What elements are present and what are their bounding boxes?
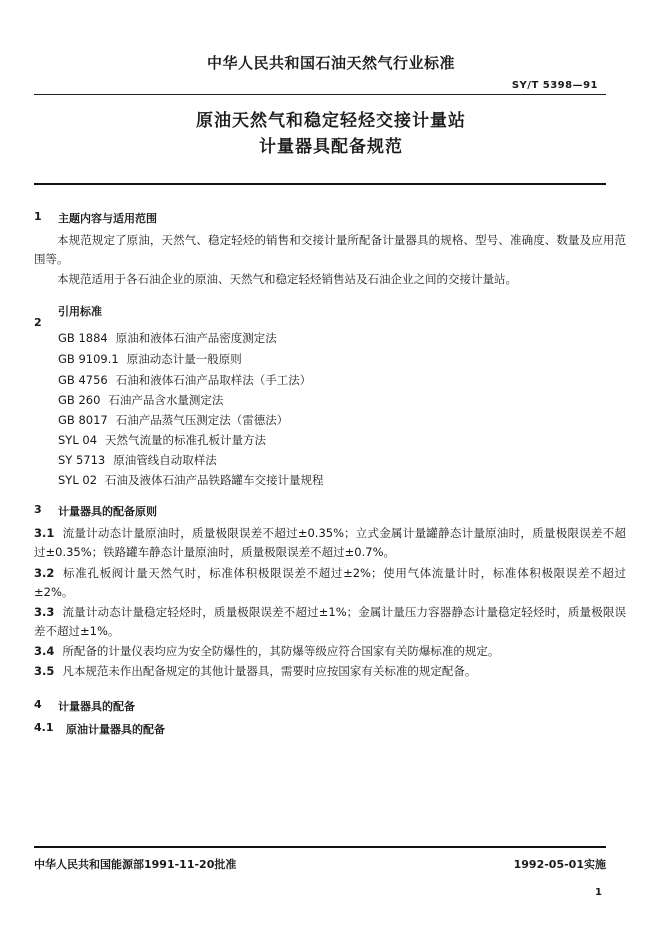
clause-number: 3.5 bbox=[34, 664, 55, 678]
page-number: 1 bbox=[595, 887, 602, 898]
clause-text: 凡本规范未作出配备规定的其他计量器具，需要时应按国家有关标准的规定配备。 bbox=[62, 664, 477, 678]
section-2-heading: 引用标准 bbox=[58, 305, 102, 318]
section-2-number: 2 bbox=[34, 316, 42, 329]
issuing-standard-body: 中华人民共和国石油天然气行业标准 bbox=[206, 54, 455, 72]
approval-statement: 中华人民共和国能源部1991-11-20批准 bbox=[34, 858, 237, 871]
section-1-paragraph-1: 本规范规定了原油，天然气、稳定轻烃的销售和交接计量所配备计量器具的规格、型号、准确度、数量及应用范围等。 bbox=[34, 233, 626, 266]
title-rule bbox=[34, 183, 606, 185]
clause-number: 3.3 bbox=[34, 605, 55, 619]
footer-rule bbox=[34, 846, 606, 848]
section-1-paragraph-2: 本规范适用于各石油企业的原油、天然气和稳定轻烃销售站及石油企业之间的交接计量站。 bbox=[57, 272, 517, 286]
reference-item bbox=[58, 452, 217, 468]
header-rule bbox=[34, 94, 606, 95]
standard-code: SY/T 5398—91 bbox=[511, 80, 598, 91]
clause-3-2 bbox=[34, 564, 626, 602]
reference-code: SY 5713 bbox=[58, 453, 106, 467]
reference-code: GB 1884 bbox=[58, 331, 108, 345]
reference-code: SYL 02 bbox=[58, 473, 98, 487]
clause-number: 3.2 bbox=[34, 566, 55, 580]
doc-title-line2: 计量器具配备规范 bbox=[259, 137, 403, 157]
reference-item bbox=[58, 412, 288, 428]
clause-3-1 bbox=[34, 524, 626, 562]
clause-number: 3.1 bbox=[34, 526, 55, 540]
reference-title: 石油产品含水量测定法 bbox=[108, 393, 224, 407]
reference-item bbox=[58, 432, 266, 448]
reference-item bbox=[58, 472, 324, 488]
reference-item bbox=[58, 392, 223, 408]
reference-title: 石油产品蒸气压测定法（雷德法） bbox=[115, 413, 289, 427]
reference-title: 天然气流量的标准孔板计量方法 bbox=[105, 433, 267, 447]
reference-code: GB 8017 bbox=[58, 413, 108, 427]
reference-title: 原油动态计量一般原则 bbox=[126, 352, 242, 366]
section-4-1-heading: 原油计量器具的配备 bbox=[66, 723, 165, 736]
reference-title: 原油管线自动取样法 bbox=[113, 453, 217, 467]
clause-text: 流量计动态计量稳定轻烃时，质量极限误差不超过±1%；金属计量压力容器静态计量稳定轻烃时，质量极限误差不超过±1%。 bbox=[34, 605, 626, 638]
section-3-heading: 计量器具的配备原则 bbox=[58, 505, 157, 518]
reference-item bbox=[58, 351, 242, 367]
effective-date: 1992-05-01实施 bbox=[513, 858, 606, 871]
clause-text: 标准孔板阀计量天然气时，标准体积极限误差不超过±2%；使用气体流量计时，标准体积极限误差不超过±2%。 bbox=[34, 566, 626, 599]
reference-title: 石油和液体石油产品取样法（手工法） bbox=[115, 373, 312, 387]
reference-title: 原油和液体石油产品密度测定法 bbox=[115, 331, 277, 345]
reference-code: GB 260 bbox=[58, 393, 101, 407]
section-4-heading: 计量器具的配备 bbox=[58, 700, 135, 713]
section-4-number: 4 bbox=[34, 698, 42, 711]
section-1-heading: 主题内容与适用范围 bbox=[58, 212, 157, 225]
reference-title: 石油及液体石油产品铁路罐车交接计量规程 bbox=[105, 473, 324, 487]
section-1-number: 1 bbox=[34, 210, 42, 223]
doc-title-line1: 原油天然气和稳定轻烃交接计量站 bbox=[196, 111, 466, 131]
clause-text: 流量计动态计量原油时，质量极限误差不超过±0.35%；立式金属计量罐静态计量原油时，质量极限误差不超过±0.35%；铁路罐车静态计量原油时，质量极限误差不超过±0.7%。 bbox=[34, 526, 626, 559]
clause-3-5 bbox=[34, 662, 626, 681]
clause-3-3 bbox=[34, 603, 626, 641]
reference-item bbox=[58, 330, 277, 346]
reference-item bbox=[58, 372, 311, 388]
reference-code: SYL 04 bbox=[58, 433, 98, 447]
reference-code: GB 9109.1 bbox=[58, 352, 119, 366]
section-4-1-number: 4.1 bbox=[34, 721, 54, 734]
clause-text: 所配备的计量仪表均应为安全防爆性的，其防爆等级应符合国家有关防爆标准的规定。 bbox=[62, 644, 500, 658]
section-3-number: 3 bbox=[34, 503, 42, 516]
reference-code: GB 4756 bbox=[58, 373, 108, 387]
clause-3-4 bbox=[34, 642, 626, 661]
clause-number: 3.4 bbox=[34, 644, 55, 658]
